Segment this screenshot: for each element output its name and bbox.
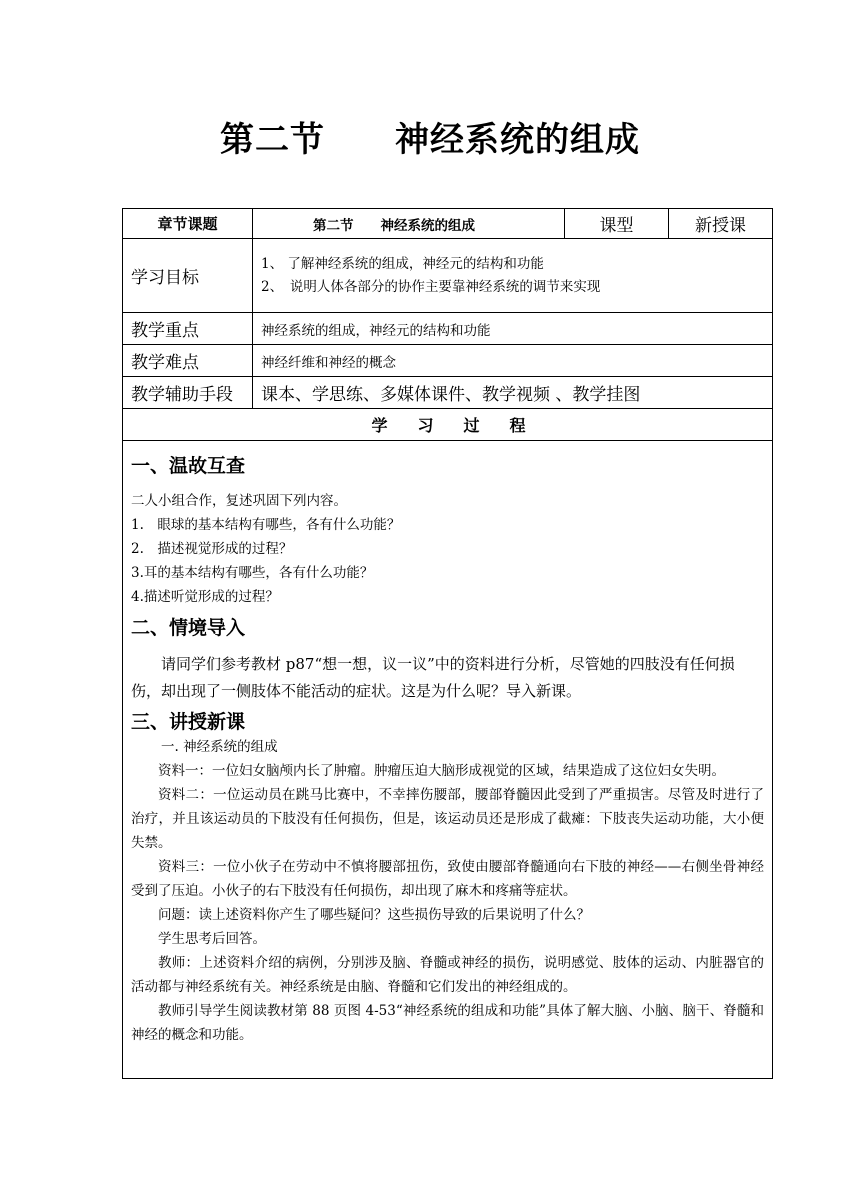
lesson-paragraph: 问题：读上述资料你产生了哪些疑问？这些损伤导致的后果说明了什么？ — [158, 907, 590, 923]
table-row — [123, 377, 773, 409]
lesson-paragraph: 资料一：一位妇女脑颅内长了肿瘤。肿瘤压迫大脑形成视觉的区域，结果造成了这位妇女失明。 — [158, 763, 725, 779]
difficulties-value: 神经纤维和神经的概念 — [253, 345, 773, 377]
objective-item: 1、 了解神经系统的组成，神经元的结构和功能 — [261, 255, 544, 272]
page-title: 第二节 神经系统的组成 — [220, 120, 640, 160]
chapter-topic-value: 第二节 神经系统的组成 — [253, 209, 565, 239]
lesson-paragraph: 资料二：一位运动员在跳马比赛中，不幸摔伤腰部，腰部脊髓因此受到了严重损害。尽管及时进行了治疗，并且该运动员的下肢没有任何损伤，但是，该运动员还是形成了截瘫：下肢丧失运动功能，大小便失禁。 — [131, 787, 764, 851]
learning-process-content — [123, 441, 773, 1079]
lesson-paragraph: 资料三：一位小伙子在劳动中不慎将腰部扭伤，致使由腰部脊髓通向右下肢的神经——右侧坐骨神经受到了压迫。小伙子的右下肢没有任何损伤，却出现了麻木和疼痛等症状。 — [131, 859, 764, 899]
table-row — [123, 313, 773, 345]
key-points-label: 教学重点 — [123, 313, 253, 345]
lesson-paragraph: 学生思考后回答。 — [158, 931, 266, 947]
lesson-subheading: 一. 神经系统的组成 — [161, 739, 278, 755]
table-row — [123, 409, 773, 441]
table-row — [123, 209, 773, 239]
review-line: 2. 描述视觉形成的过程？ — [131, 541, 293, 557]
objectives-value — [253, 239, 773, 313]
lesson-paragraph: 教师引导学生阅读教材第 88 页图 4-53“神经系统的组成和功能”具体了解大脑、小脑、脑干、脊髓和神经的概念和功能。 — [131, 1003, 764, 1043]
review-line: 3.耳的基本结构有哪些，各有什么功能？ — [131, 565, 374, 581]
lesson-plan-table — [122, 208, 773, 1079]
section-heading-intro: 二、情境导入 — [131, 617, 246, 639]
difficulties-label: 教学难点 — [123, 345, 253, 377]
review-line: 1. 眼球的基本结构有哪些，各有什么功能？ — [131, 517, 401, 533]
table-row — [123, 441, 773, 1079]
teaching-aids-label: 教学辅助手段 — [123, 377, 253, 409]
intro-paragraph: 请同学们参考教材 p87“想一想，议一议”中的资料进行分析，尽管她的四肢没有任何损伤，却出现了一侧肢体不能活动的症状。这是为什么呢？导入新课。 — [131, 655, 735, 700]
lesson-paragraph: 教师：上述资料介绍的病例，分别涉及脑、脊髓或神经的损伤，说明感觉、肢体的运动、内脏器官的活动都与神经系统有关。神经系统是由脑、脊髓和它们发出的神经组成的。 — [131, 955, 764, 995]
lesson-type-label: 课型 — [565, 209, 669, 239]
review-line: 二人小组合作，复述巩固下列内容。 — [131, 493, 347, 509]
objectives-label: 学习目标 — [123, 239, 253, 313]
table-row — [123, 239, 773, 313]
objective-item: 2、 说明人体各部分的协作主要靠神经系统的调节来实现 — [261, 278, 601, 295]
lesson-type-value: 新授课 — [669, 209, 773, 239]
teaching-aids-value: 课本、学思练、多媒体课件、教学视频 、教学挂图 — [253, 377, 773, 409]
learning-process-header: 学习过程 — [123, 409, 773, 441]
review-line: 4.描述听觉形成的过程？ — [131, 589, 279, 605]
table-row — [123, 345, 773, 377]
section-heading-lesson: 三、讲授新课 — [131, 711, 246, 733]
section-heading-review: 一、温故互查 — [131, 455, 246, 477]
chapter-topic-label: 章节课题 — [123, 209, 253, 239]
key-points-value: 神经系统的组成，神经元的结构和功能 — [253, 313, 773, 345]
